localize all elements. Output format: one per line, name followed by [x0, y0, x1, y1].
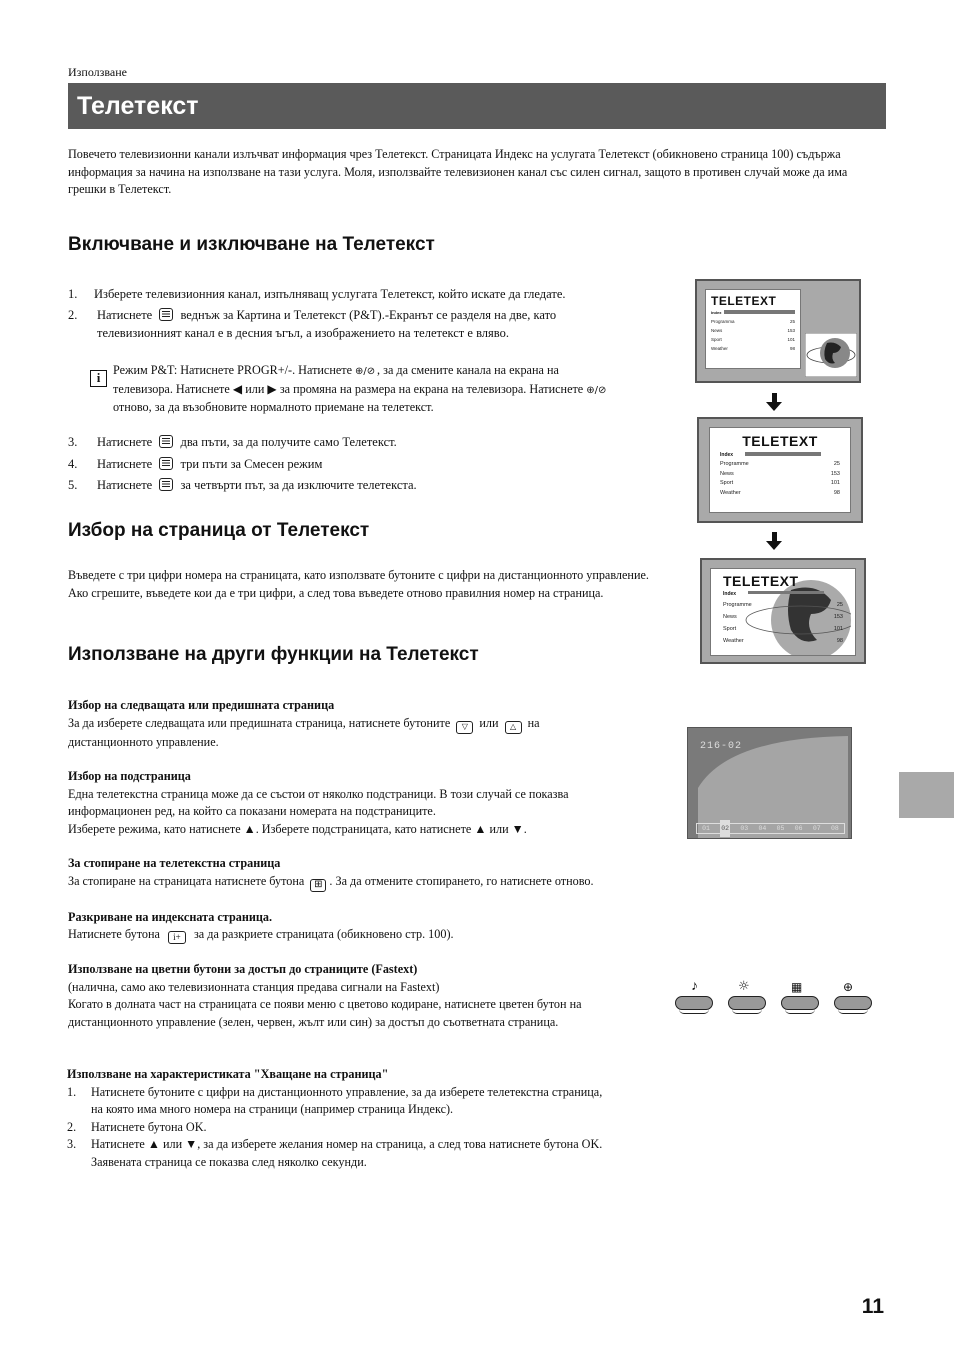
section1-heading: Включване и изключване на Телетекст: [68, 234, 435, 255]
teletext-card: [710, 568, 856, 656]
swap-icon: ⊕/⊘: [586, 384, 607, 396]
index-bar: [724, 310, 795, 314]
note-block: [90, 362, 660, 417]
teletext-row: Sport 101: [723, 626, 843, 632]
page-title: Телетекст: [68, 83, 886, 129]
note-text: , за да смените канала на екрана на: [377, 363, 559, 377]
section3-heading: Използване на други функции на Телетекст: [68, 644, 479, 665]
teletext-row: Sport 101: [711, 337, 795, 342]
block-text: или: [479, 715, 499, 730]
teletext-title: TELETEXT: [723, 573, 799, 589]
subpage-number: 03: [740, 824, 749, 832]
list-text: Заявената страница се показва след няколко секунди.: [91, 1154, 367, 1169]
block-text: дистанционното управление (зелен, червен, жълт или син) за достъп до съответната страница.: [68, 1014, 559, 1029]
teletext-card: [705, 289, 801, 369]
teletext-title: TELETEXT: [711, 294, 777, 308]
teletext-row: News 153: [711, 328, 795, 333]
block-text: За стопиране на страницата натиснете бутона: [68, 873, 305, 888]
music-note-icon: ♪: [691, 979, 698, 994]
block-text: Натиснете бутона: [68, 927, 160, 941]
subpage-number: 08: [831, 824, 839, 832]
list-text: Натиснете бутоните с цифри на дистанционното управление, за да изберете телетекстна страница,: [91, 1084, 603, 1099]
note-text: Режим P&T: Натиснете PROGR+/-. Натиснете: [113, 363, 352, 377]
block-text: Когато в долната част на страницата се появи меню с цветово кодиране, натиснете цветен бутон на: [68, 997, 582, 1011]
block-text: на: [527, 715, 540, 730]
list-text-post: веднъж за Картина и Телетекст (P&T).-Екранът се разделя на две, като: [180, 308, 557, 322]
tv-screen-subpage: [687, 727, 852, 839]
note-text: отново, за да възобновите нормалното приемане на телетекст.: [113, 400, 434, 414]
subpage-bar: [696, 823, 845, 834]
teletext-row: Programme 25: [723, 602, 843, 608]
tv-screen-pt-mode: [695, 279, 861, 383]
teletext-index-label: Index: [720, 452, 734, 458]
sub-heading: Избор на следващата или предишната страница: [68, 698, 335, 712]
teletext-index-label: Index: [723, 591, 737, 597]
red-button-icon: [728, 996, 766, 1010]
page-down-icon: ▽: [456, 721, 473, 734]
teletext-row: Programma 25: [711, 319, 795, 324]
teletext-row: News 153: [720, 470, 840, 477]
list-text-pre: Натиснете: [97, 478, 153, 492]
block-text: дистанционното управление.: [68, 734, 219, 749]
teletext-title: TELETEXT: [742, 433, 818, 449]
tv-screen-teletext-only: [697, 417, 863, 523]
yellow-button-icon: [781, 996, 819, 1010]
list-num: 5.: [68, 478, 78, 492]
satellite-icon: ⊕: [843, 980, 854, 994]
reveal-index-icon: i+: [168, 931, 186, 944]
side-tab: [899, 772, 954, 818]
section3-content: [68, 697, 668, 1031]
list-num: 2.: [67, 1119, 77, 1134]
subpage-number: 01: [702, 824, 710, 832]
green-button-icon: [675, 996, 713, 1010]
section1-list: [68, 286, 668, 343]
list-text-cont: телевизионният канал е в десния ъгъл, а изображението на телетекст е вляво.: [97, 326, 509, 340]
teletext-button-icon: [159, 457, 173, 470]
list-num: 2.: [68, 308, 78, 322]
teletext-row: Weather 98: [723, 638, 843, 644]
picture-grid-icon: ▦: [791, 980, 803, 994]
teletext-row: Sport 101: [720, 480, 840, 486]
list-num: 1.: [68, 287, 78, 301]
sub-heading: За стопиране на телетекстна страница: [68, 856, 281, 870]
right-arrow-icon: ▶: [267, 381, 277, 396]
list-text-pre: Натиснете: [97, 456, 153, 471]
list-num: 1.: [67, 1084, 77, 1099]
subpage-number: 06: [794, 824, 803, 832]
index-bar: [745, 452, 821, 456]
sub-heading: Избор на подстраница: [68, 769, 191, 783]
teletext-button-icon: [159, 308, 173, 321]
list-text-post: два пъти, за да получите само Телетекст.: [180, 435, 397, 449]
fastext-buttons: [673, 980, 878, 1016]
left-arrow-icon: ◀: [232, 381, 243, 396]
hold-icon: ⊞: [310, 879, 326, 892]
list-text: Натиснете ▲ или ▼, за да изберете желания номер на страница, а след това натиснете бутона OK.: [91, 1137, 603, 1151]
subpage-number-selected: 02: [720, 820, 730, 838]
teletext-row: Weather 98: [711, 346, 795, 351]
note-text: за промяна на размера на екрана на телевизора. Натиснете: [279, 381, 584, 396]
teletext-row: Weather 98: [720, 489, 840, 496]
list-text: Натиснете бутона OK.: [91, 1119, 207, 1134]
block-text: За да изберете следващата или предишната страница, натиснете бутоните: [68, 715, 451, 730]
list-text-pre: Натиснете: [97, 308, 153, 322]
sub-heading: Използване на характеристиката "Хващане на страница": [67, 1067, 389, 1081]
note-text: телевизора. Натиснете: [113, 381, 230, 396]
teletext-index-label: Index: [711, 310, 722, 315]
page-up-icon: △: [505, 721, 522, 734]
list-text: Изберете телевизионния канал, изпълняващ услугата Телетекст, който искате да гледате.: [94, 287, 566, 301]
list-num: 3.: [68, 435, 78, 449]
section2-heading: Избор на страница от Телетекст: [68, 520, 370, 541]
section-label: Използване: [68, 65, 127, 79]
down-arrow-icon: [766, 541, 782, 550]
brightness-icon: ☼: [738, 979, 750, 994]
down-arrow-stem: [772, 393, 777, 402]
info-icon: i: [90, 370, 107, 387]
block-text: Изберете режима, като натиснете ▲. Изберете подстраницата, като натиснете ▲ или ▼.: [68, 821, 527, 836]
sub-heading: Използване на цветни бутони за достъп до страниците (Fastext): [68, 962, 418, 976]
block-text: Една телетекстна страница може да се състои от няколко подстраници. В този случай се показва: [68, 786, 569, 801]
list-num: 3.: [67, 1137, 77, 1151]
list-text-pre: Натиснете: [97, 435, 153, 449]
block-text: информационен ред, на който са показани номерата на подстраниците.: [68, 804, 436, 818]
intro-paragraph: Повечето телевизионни канали излъчват информация чрез Телетекст. Страницата Индекс на услугата Телетекст (обикновено страница 100) съдържа информация за начина на използване на тази услуга. Моля, използвайте телевизионен канал със силен сигнал, защото в противен случай може да има грешки в Телетекст.: [68, 147, 848, 196]
swap-icon: ⊕/⊘: [355, 366, 376, 377]
tv-screen-mixed-mode: [700, 558, 866, 664]
list-num: 4.: [68, 456, 78, 471]
subpage-number: 05: [776, 824, 785, 832]
list-text-post: три пъти за Смесен режим: [180, 456, 323, 471]
blue-button-icon: [834, 996, 872, 1010]
down-arrow-icon: [766, 402, 782, 411]
down-arrow-stem: [772, 532, 777, 541]
index-bar: [748, 591, 824, 594]
block-text: (налична, само ако телевизионната станция предава сигнали на Fastext): [68, 979, 440, 994]
teletext-row: Programme 25: [720, 461, 840, 467]
section2-text: Въведете с три цифри номера на страницата, като използвате бутоните с цифри на дистанционното управление. Ако сгрешите, въведете кои да е три цифри, а след това въведете отново правилния номер на страница.: [68, 568, 649, 600]
list-text-post: за четвърти път, за да изключите телетекста.: [180, 478, 417, 492]
section1-list-2: [68, 434, 668, 499]
note-text: или: [245, 381, 265, 396]
teletext-button-icon: [159, 435, 173, 448]
block-text: . За да отмените стопирането, го натиснете отново.: [329, 873, 594, 888]
list-text: на която има много номера на страници (например страница Индекс).: [91, 1102, 454, 1116]
block-text: за да разкриете страницата (обикновено стр. 100).: [193, 927, 454, 941]
capture-section: [67, 1066, 667, 1171]
page-number: 11: [861, 1295, 884, 1318]
teletext-row: News 153: [723, 614, 843, 620]
sub-heading: Разкриване на индексната страница.: [68, 909, 273, 924]
subpage-number: 07: [812, 824, 821, 832]
globe-image: [805, 333, 857, 377]
subpage-number: 04: [758, 824, 767, 832]
teletext-button-icon: [159, 478, 173, 491]
subpage-header: 216-02: [700, 741, 743, 752]
teletext-card: [709, 427, 851, 513]
